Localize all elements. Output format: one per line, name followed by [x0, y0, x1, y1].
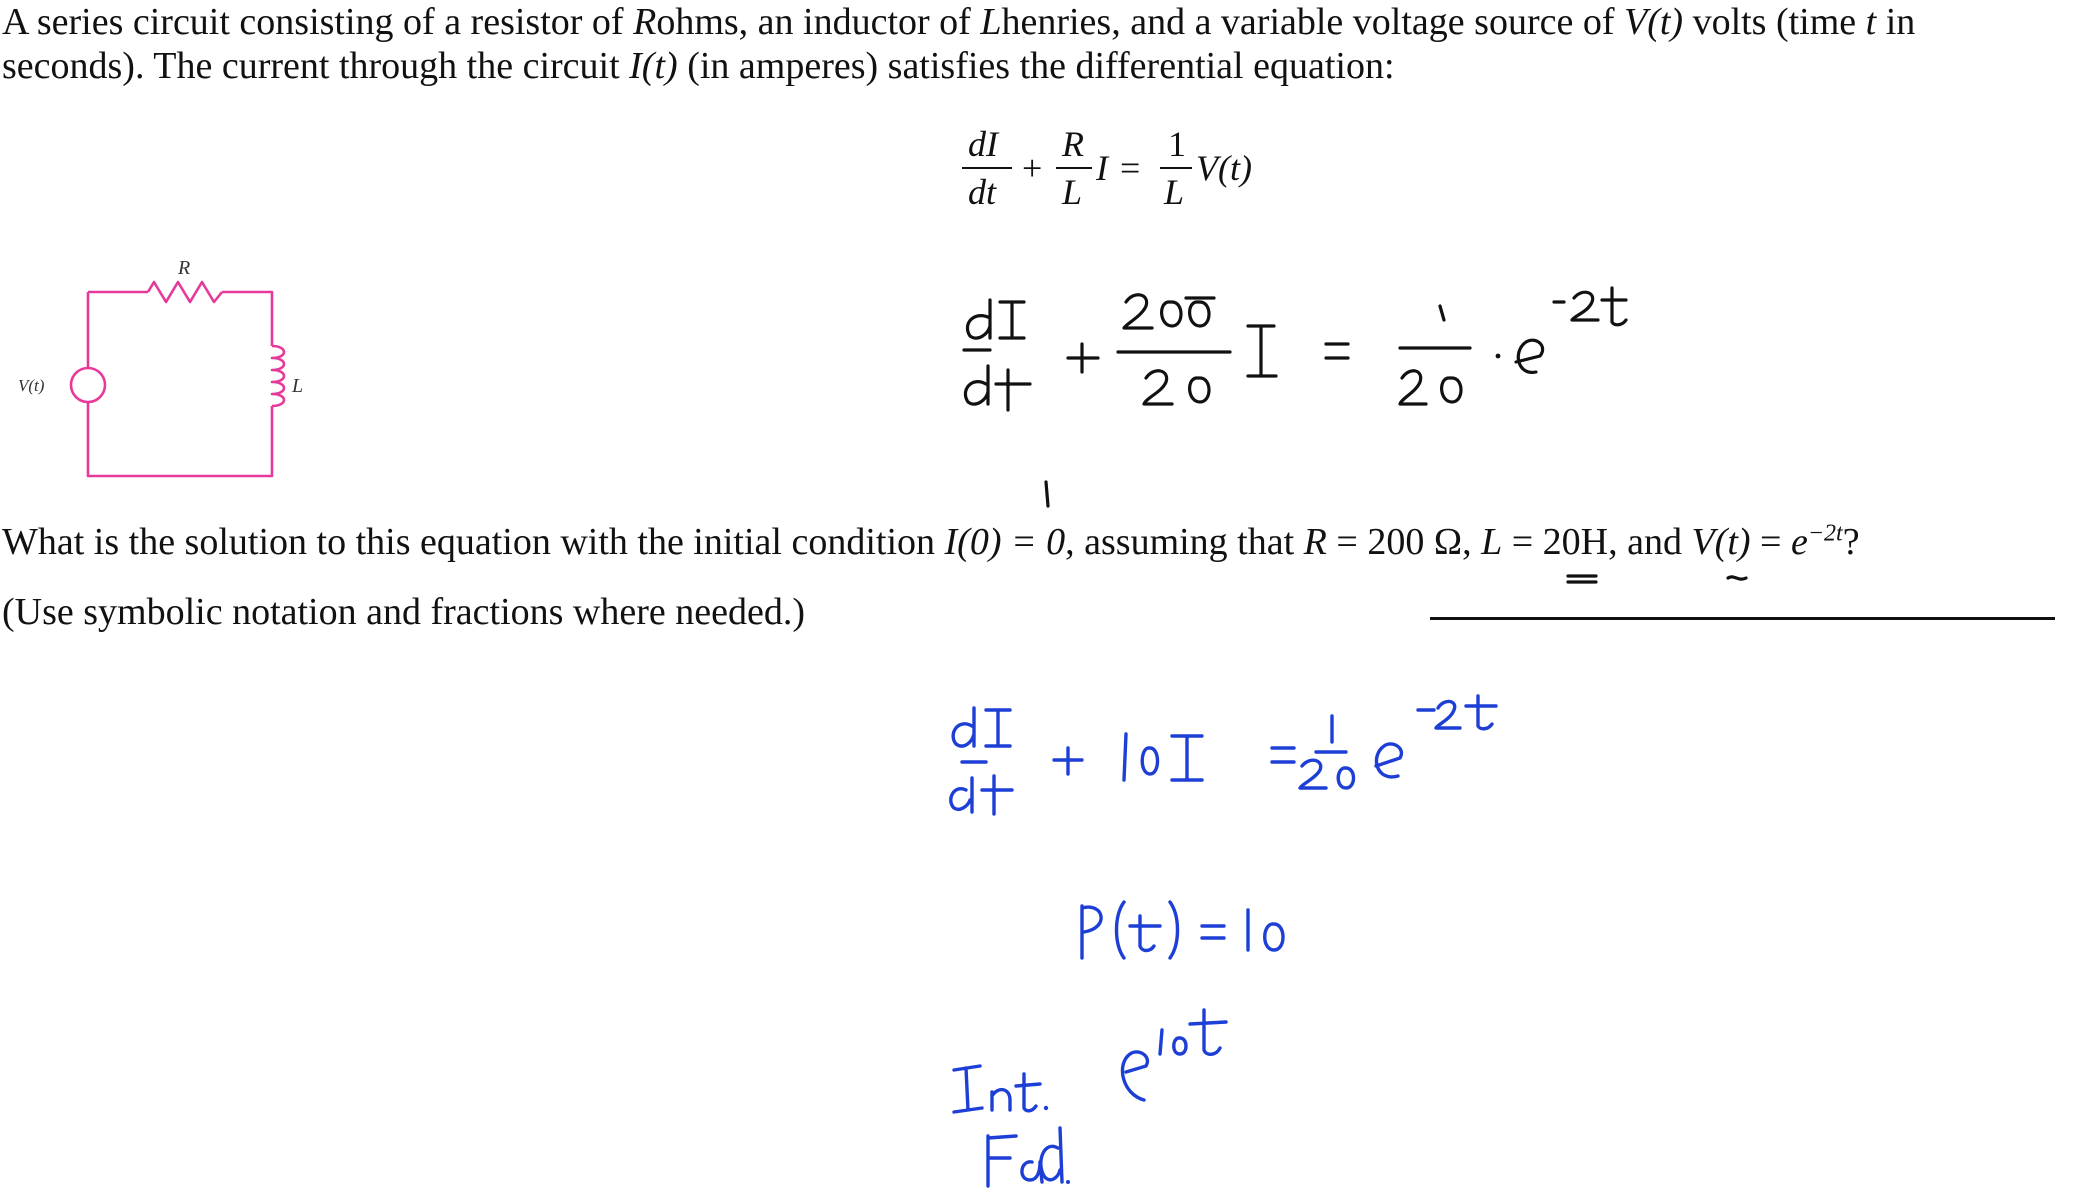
- eq-equals: =: [1120, 148, 1141, 188]
- eq-L: L: [1062, 172, 1083, 212]
- question-text: What is the solution to this equation with the initial condition I(0) = 0, assuming that R = 200 Ω, L = 20H, and $V(t) = e^{-2t}$?: [2, 520, 1860, 563]
- handwritten-tick: [1040, 478, 1060, 518]
- voltage-source-icon: [71, 368, 105, 402]
- handwritten-underlines: [1560, 572, 1760, 592]
- instructions-note: (Use symbolic notation and fractions where needed.): [2, 591, 806, 633]
- eq-R: R: [1062, 124, 1084, 164]
- inductor-icon: [272, 346, 284, 406]
- inductor-label: L: [292, 375, 304, 397]
- eq-dI: dI: [968, 124, 998, 164]
- eq-one: 1: [1168, 124, 1186, 164]
- handwritten-integrating-factor: [940, 1000, 1260, 1190]
- problem-line-1: A series circuit consisting of a resistor of Rohms, an inductor of Lhenries, and a variable voltage source of V(t) volts (time t in: [2, 1, 1916, 43]
- eq-I: I: [1096, 148, 1108, 188]
- handwritten-blue-equation: [940, 690, 1580, 830]
- problem-line-2: seconds). The current through the circuit I(t) (in amperes) satisfies the differential equation:: [2, 45, 1395, 87]
- differential-equation: [950, 118, 1290, 218]
- eq-dt: dt: [968, 172, 997, 212]
- ohm-symbol: Ω,: [1433, 521, 1472, 563]
- eq-L2: L: [1164, 172, 1185, 212]
- source-label: V(t): [18, 376, 45, 395]
- eq-Vt: V(t): [1196, 148, 1252, 188]
- problem-statement: [2, 0, 2092, 88]
- circuit-wire: [88, 292, 272, 476]
- circuit-diagram: [10, 250, 330, 490]
- resistor-icon: [148, 282, 222, 302]
- answer-input[interactable]: [1430, 617, 2055, 620]
- eq-plus: +: [1022, 148, 1043, 188]
- resistor-label: R: [178, 257, 191, 279]
- handwritten-black-equation: [950, 280, 1670, 420]
- handwritten-p-of-t: [1070, 888, 1330, 978]
